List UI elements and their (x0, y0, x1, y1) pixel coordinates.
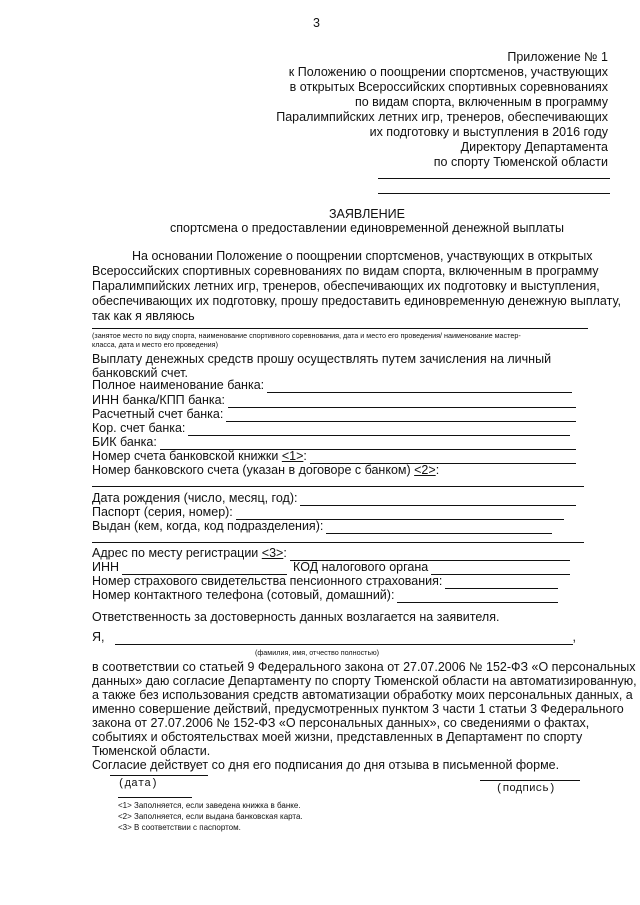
consent-line: событиях и обстоятельствах моей жизни, представленных в Департамент по спорту (92, 730, 583, 744)
intro-line: Паралимпийских летних игр, тренеров, обеспечивающих их подготовку и выступления, (92, 279, 600, 293)
addressee-blank-line[interactable] (378, 193, 610, 194)
bank-inn-field[interactable] (92, 393, 576, 408)
bank-book-label: Номер счета банковской книжки (92, 449, 282, 463)
bank-inn-label: ИНН банка/КПП банка: (92, 393, 226, 407)
signature-blank-line[interactable] (480, 780, 580, 781)
addressee-line: Директору Департамента (460, 140, 608, 154)
page-number: 3 (313, 16, 320, 30)
address-field[interactable] (92, 546, 570, 561)
bank-name-input[interactable] (267, 381, 572, 393)
card-account-blank-line[interactable] (92, 486, 584, 487)
colon: : (283, 546, 287, 560)
addressee (308, 140, 608, 170)
footnote-ref-1[interactable]: <1> (281, 449, 304, 463)
consent-line: именно совершение действий, предусмотренных пунктом 3 части 1 статьи 3 Федерального (92, 702, 624, 716)
payment-line: Выплату денежных средств прошу осуществлять путем зачисления на личный (92, 352, 552, 366)
issued-by-label: Выдан (кем, когда, код подразделения): (92, 519, 324, 533)
appendix-header (208, 50, 608, 140)
appendix-line: в открытых Всероссийских спортивных соревнованиях (289, 80, 608, 94)
card-account-label: Номер банковского счета (указан в договоре с банком) (92, 463, 415, 477)
footnote: <3> В соответствии с паспортом. (118, 823, 241, 832)
intro-line: так как я являюсь (92, 309, 195, 323)
corr-account-field[interactable] (92, 421, 570, 436)
bank-account-field[interactable] (92, 407, 576, 422)
pension-label: Номер страхового свидетельства пенсионного страхования: (92, 574, 443, 588)
appendix-line: их подготовку и выступления в 2016 году (369, 125, 608, 139)
colon: : (435, 463, 440, 477)
footnote: <2> Заполняется, если выдана банковская карта. (118, 812, 303, 821)
consent-line: данных» даю согласие Департаменту по спорту Тюменской области на автоматизированную, (92, 674, 637, 688)
fio-field[interactable] (92, 630, 576, 645)
signature-label: (подпись) (496, 783, 556, 795)
bik-label: БИК банка: (92, 435, 157, 449)
issued-by-blank-line[interactable] (92, 542, 584, 543)
place-hint: (занятое место по виду спорта, наименование спортивного соревнования, дата и место его проведения/ наименование мастер- (92, 331, 521, 340)
inn-tax-field[interactable] (92, 560, 570, 575)
fio-hint: (фамилия, имя, отчество полностью) (255, 648, 379, 657)
footnote-ref-3[interactable]: <3> (261, 546, 284, 560)
place-blank-line[interactable] (92, 328, 588, 329)
appendix-line: к Положению о поощрении спортсменов, участвующих (288, 65, 608, 79)
fio-input[interactable] (115, 633, 573, 645)
intro-line: обеспечивающих их подготовку, прошу предоставить единовременную денежную выплату, (92, 294, 621, 308)
intro-line: Всероссийских спортивных соревнованиях по видам спорта, включенным в программу (92, 264, 599, 278)
consent-line: закона от 27.07.2006 № 152-ФЗ «О персональных данных», со сведениями о фактах, (92, 716, 590, 730)
issued-by-field[interactable] (92, 519, 552, 534)
phone-label: Номер контактного телефона (сотовый, домашний): (92, 588, 395, 602)
passport-field[interactable] (92, 505, 564, 520)
place-hint: класса, дата и место его проведения) (92, 340, 218, 349)
birth-date-field[interactable] (92, 491, 576, 506)
card-account-field[interactable] (92, 463, 576, 478)
appendix-line: Паралимпийских летних игр, тренеров, обеспечивающих (276, 110, 608, 124)
inn-label: ИНН (92, 560, 120, 574)
footnote-separator (118, 797, 192, 798)
consent-line: а также без использования средств автоматизации обработку моих персональных данных, а (92, 688, 633, 702)
date-label: (дата) (118, 778, 158, 790)
validity-text: Согласие действует со дня его подписания до дня отзыва в письменной форме. (92, 758, 560, 772)
intro-line: На основании Положение о поощрении спортсменов, участвующих в открытых (132, 249, 593, 263)
footnote-ref-2[interactable]: <2> (414, 463, 436, 477)
bik-field[interactable] (92, 435, 576, 450)
date-blank-line[interactable] (110, 775, 208, 776)
bank-book-field[interactable] (92, 449, 576, 464)
issued-by-input[interactable] (326, 522, 552, 534)
responsibility-text: Ответственность за достоверность данных возлагается на заявителя. (92, 610, 500, 624)
tax-code-label: КОД налогового органа (293, 560, 429, 574)
document-subtitle: спортсмена о предоставлении единовременной денежной выплаты (170, 221, 564, 235)
address-label: Адрес по месту регистрации (92, 546, 262, 560)
bank-name-field[interactable] (92, 378, 572, 393)
comma: , (572, 630, 576, 644)
footnote: <1> Заполняется, если заведена книжка в банке. (118, 801, 301, 810)
phone-input[interactable] (397, 591, 558, 603)
bank-account-label: Расчетный счет банка: (92, 407, 224, 421)
birth-date-label: Дата рождения (число, месяц, год): (92, 491, 298, 505)
phone-field[interactable] (92, 588, 558, 603)
colon: : (303, 449, 307, 463)
addressee-line: по спорту Тюменской области (433, 155, 608, 169)
passport-label: Паспорт (серия, номер): (92, 505, 233, 519)
appendix-line: по видам спорта, включенным в программу (354, 95, 608, 109)
corr-account-label: Кор. счет банка: (92, 421, 186, 435)
addressee-blank-line[interactable] (378, 178, 610, 179)
bank-name-label: Полное наименование банка: (92, 378, 265, 392)
i-label: Я, (92, 630, 105, 644)
pension-field[interactable] (92, 574, 558, 589)
payment-line: банковский счет. (92, 366, 188, 380)
consent-line: в соответствии со статьей 9 Федерального закона от 27.07.2006 № 152-ФЗ «О персональных (92, 660, 636, 674)
appendix-line: Приложение № 1 (507, 50, 608, 64)
document-title: ЗАЯВЛЕНИЕ (328, 207, 405, 221)
consent-line: Тюменской области. (92, 744, 211, 758)
